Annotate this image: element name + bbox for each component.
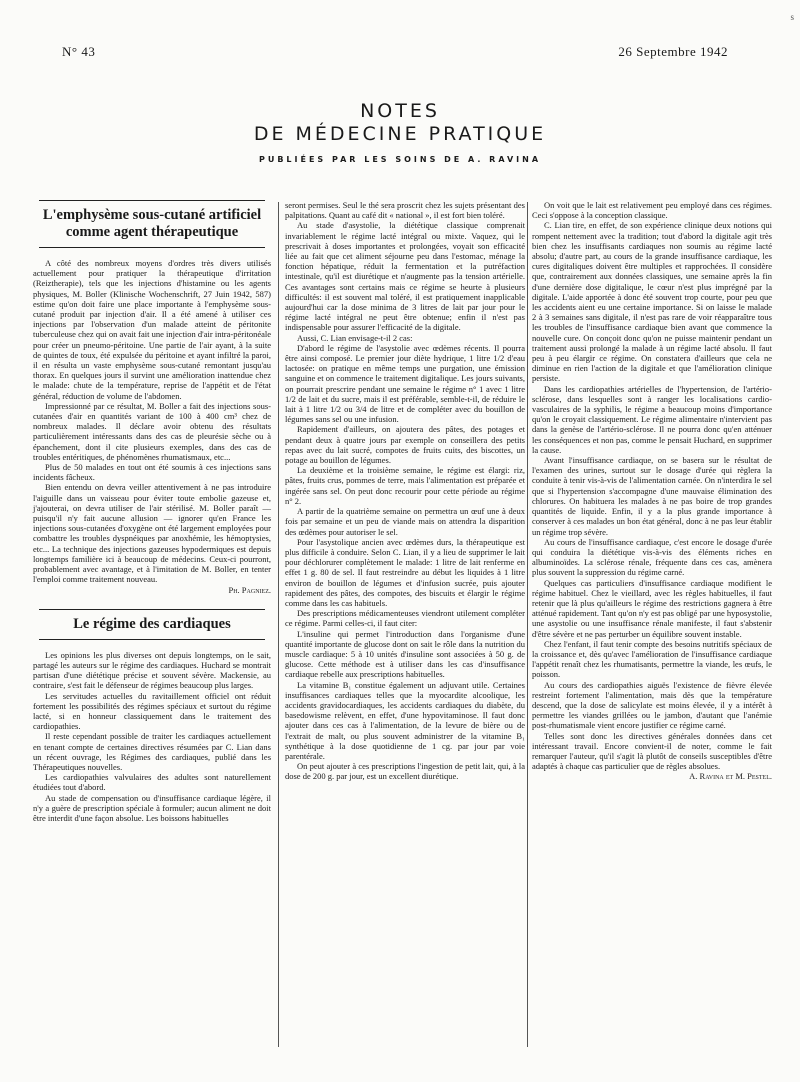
column-3: [532, 200, 772, 782]
paragraph: Bien entendu on devra veiller attentivement à ne pas introduire l'aiguille dans un vaisseau pour éviter toute embolie gazeuse et, j'ajouterai, on devra utiliser de l'air stérilisé. M. Boller paraît — puisqu'il n'y fait aucune allusion — ignorer qu'en France les injections sous-cutanées d'oxygène ont été largement employées pour combattre les troubles dyspnéiques par anoxhémie, les hémoptysies, etc... La technique des injections gazeuses hypodermiques est depuis longtemps familière ici à beaucoup de médecins. Ceux-ci pourront, probablement avec avantage, et à l'imitation de M. Boller, en tenter l'emploi comme traitement nouveau.: [33, 482, 271, 585]
paragraph: Dans les cardiopathies artérielles de l'hypertension, de l'artério-sclérose, dans lesquelles sont à ranger les localisations cardio-vasculaires de la syphilis, le régime a beaucoup moins d'importance qu'on le croyait classiquement. Le régime alimentaire n'intervient pas dans la genèse de l'artério-sclérose. Il ne pourra donc qu'en atténuer les conséquences et non pas, comme le pensait Huchard, en supprimer la cause.: [532, 383, 772, 455]
page-header: [62, 44, 728, 62]
paragraph: La vitamine B₁ constitue également un adjuvant utile. Certaines insuffisances cardiaques telles que la myocardite alcoolique, les accidents gravidocardiaques, les accidents cardiaques du diabète, du basedowisme relèvent, en effet, d'une hypovitaminose. Il faut donc ajouter dans ces cas à l'alimentation, de la levure de bière ou de l'extrait de malt, ou plus souvent administrer de la vitamine B₁ synthétique à la dose quotidienne de 1 cg. par jour par voie parentérale.: [285, 679, 525, 761]
paragraph: seront permises. Seul le thé sera proscrit chez les sujets présentant des palpitations. Quant au café dit « national », il est fort bien toléré.: [285, 200, 525, 221]
masthead: [0, 100, 800, 164]
paragraph: A côté des nombreux moyens d'ordres très divers utilisés actuellement pour pratiquer la thérapeutique d'irritation (Reiztherapie), tels que les injections d'histamine ou les agents physiques, M. Boller (Klinische Wochenschrift, 27 Juin 1942, 587) estime qu'on doit faire une place importante à l'emphysème sous-cutané produit par injection d'air. Il a été amené à utiliser ces injections par l'observation d'un malade atteint de péritonite tuberculeuse chez qui on avait fait une injection d'air intra-péritonéale pour créer un pneumo-péritoine. Une partie de l'air ayant, à la suite de quintes de toux, été expulsée du péritoine et ayant infiltré la paroi, il en résulta un vaste emphysème sous-cutané remontant jusqu'au thorax. En quelques jours il survint une amélioration inattendue chez le malade: chute de la température, reprise de l'appétit et de l'état général, réduction de volume de l'abdomen.: [33, 258, 271, 401]
paragraph: Rapidement d'ailleurs, on ajoutera des pâtes, des potages et pendant deux à quatre jours par exemple on conseillera des petits repas avec du lait sucré, compotes de fruits cuits, des biscottes, un potage au bouillon de légumes.: [285, 424, 525, 466]
signature: A. Ravina et M. Pestel.: [689, 771, 772, 782]
corner-mark: s: [790, 12, 794, 22]
paragraph: Des prescriptions médicamenteuses viendront utilement compléter ce régime. Parmi celles-ci, il faut citer:: [285, 608, 525, 629]
paragraph: D'abord le régime de l'asystolie avec œdèmes récents. Il pourra être ainsi composé. Le premier jour diète hydrique, 1 litre 1/2 d'eau lactosée: on pratique en même temps une purgation, une émission sanguine et on commence le traitement digitalique. Les jours suivants, on pourrait prescrire pendant une semaine le régime n° 1 avec 1 litre 1/2 de lait et du sucre, mais il est préférable, semble-t-il, de réduire le lait à 1 litre 1/2 ou 3/4 de litre et de compléter avec du bouillon de légumes sans sel ou une infusion.: [285, 342, 525, 425]
title-rule: [39, 200, 265, 201]
paragraph: C. Lian tire, en effet, de son expérience clinique deux notions qui rompent nettement avec la tradition; tout d'abord la digitale agit très bien chez les insuffisants cardiaques non soumis au régime lacté absolu; d'autre part, au cours de la grande insuffisance cardiaque, les cures digitaliques doivent être multiples et rapprochées. Il considère que, contrairement aux données classiques, une semaine après la fin d'une dernière dose digitalique, le cœur n'est plus imprégné par la digitale. L'aide apportée à donc été souvent trop courte, pour peu que les accidents aient eu une certaine importance. Si on laisse le malade 2 à 3 semaines sans digitale, il n'est pas rare de voir réapparaître tous les troubles de l'insuffisance cardiaque bien avant que commence la nouvelle cure. On conçoit donc qu'on ne puisse maintenir pendant un traitement aussi prolongé la malade à un régime lacté absolu. Il faut peu à peu élargir ce régime. On constatera d'ailleurs que cela ne diminue en rien l'action de la digitale et que l'amélioration clinique persiste.: [532, 220, 772, 384]
title-rule: [39, 609, 265, 610]
paragraph: Il reste cependant possible de traiter les cardiaques actuellement en tenant compte de certaines directives résumées par C. Lian dans un récent ouvrage, les Régimes des cardiaques, publié dans les Thérapeutiques nouvelles.: [33, 731, 271, 772]
article-title: comme agent thérapeutique: [65, 224, 239, 240]
paragraph: Au cours de l'insuffisance cardiaque, c'est encore le dosage d'urée qui conduira la diététique vis-à-vis des éléments riches en albuminoïdes. La sclérose rénale, fréquente dans ces cas, amènera plus souvent la suppression du régime carné.: [532, 536, 772, 578]
paragraph: On voit que le lait est relativement peu employé dans ces régimes. Ceci s'oppose à la conception classique.: [532, 200, 772, 221]
paragraph: Au stade d'asystolie, la diététique classique comprenait invariablement le régime lacté intégral ou mixte. Vaquez, qui le prescrivait à doses importantes et prolongées, voyait son efficacité liée au fait que cet aliment séjourne peu dans l'estomac, ménage la fonction hépatique, réduit la fermentation et la putréfaction intestinale, qu'il est diurétique et n'augmente pas la tension artérielle. Ces avantages sont certains mais ce régime se heurte à plusieurs difficultés: il est souvent mal toléré, il est pratiquement inapplicable aujourd'hui car la dose minima de 3 litres de lait par jour pour le régime lacté intégral ne peut être obtenue; enfin il n'est pas indispensable pour assurer l'efficacité de la digitale.: [285, 220, 525, 333]
paragraph: On peut ajouter à ces prescriptions l'ingestion de petit lait, qui, à la dose de 200 g. par jour, est un excellent diurétique.: [285, 761, 525, 782]
paragraph: Telles sont donc les directives générales données dans cet intéressant travail. Encore convient-il de noter, comme le fait remarquer l'auteur, qu'il s'agit là plutôt de conseils susceptibles d'être adaptés à chaque cas particulier que de règles absolues.: [532, 730, 772, 772]
masthead-title-line1: NOTES: [360, 100, 440, 122]
issue-number: N° 43: [62, 44, 96, 59]
paragraph: Quelques cas particuliers d'insuffisance cardiaque modifient le régime habituel. Chez le vieillard, avec les règles habituelles, il faut retenir que là plus qu'ailleurs le régime des restrictions gagnera à être atténué rapidement. Tant qu'on n'y est pas obligé par une hyposystolie, une asystolie ou une insuffisance rénale manifeste, il faut s'abstenir d'être sévère et ne pas perturber un équilibre souvent instable.: [532, 577, 772, 639]
masthead-subtitle: PUBLIÉES PAR LES SOINS DE A. RAVINA: [258, 155, 542, 164]
title-rule: [39, 639, 265, 640]
column-divider: [278, 202, 279, 1047]
article-title: Le régime des cardiaques: [73, 615, 231, 632]
paragraph: Les opinions les plus diverses ont depuis longtemps, on le sait, partagé les auteurs sur le régime des cardiaques. Huchard se montrait partisan d'une diététique précise et souvent sévère. Mackensie, au contraire, s'est fait le défenseur de régimes beaucoup plus larges.: [33, 649, 271, 691]
paragraph: Chez l'enfant, il faut tenir compte des besoins nutritifs spéciaux de la croissance et, dès qu'avec l'amélioration de l'insuffisance cardiaque l'appétit renaît chez les rhumatisants, permettre la viande, les œufs, le poisson.: [532, 638, 772, 680]
title-rule: [39, 247, 265, 248]
paragraph: Impressionné par ce résultat, M. Boller a fait des injections sous-cutanées d'air en quantités variant de 100 à 400 cm³ chez de nombreux malades. Il déclare avoir obtenu des résultats particulièrement intéressants dans des cas de pleurésie sèche ou à épanchement, dont il cite plusieurs exemples, dans des cas de troubles entéritiques, de phénomènes rhumatismaux, etc...: [33, 400, 271, 462]
paragraph: A partir de la quatrième semaine on permettra un œuf une à deux fois par semaine et un peu de viande mais on attendra la disparition des œdèmes pour autoriser le sel.: [285, 506, 525, 537]
paragraph: Plus de 50 malades en tout ont été soumis à ces injections sans incidents fâcheux.: [33, 462, 271, 483]
column-divider: [527, 202, 528, 1047]
paragraph: La deuxième et la troisième semaine, le régime est élargi: riz, pâtes, fruits crus, pommes de terre, mais l'alimentation est préparée et ingérée sans sel. On peut donc recourir pour cette période au régime n° 2.: [285, 465, 525, 506]
paragraph: L'insuline qui permet l'introduction dans l'organisme d'une quantité importante de glucose dont on sait le rôle dans la nutrition du muscle cardiaque: 5 à 10 unités d'insuline sont associées à 50 g. de glucose. Cette méthode est à utiliser dans les cas d'insuffisance cardiaque rebelle aux prescriptions habituelles.: [285, 628, 525, 680]
column-1: [33, 200, 271, 823]
paragraph: Pour l'asystolique ancien avec œdèmes durs, la thérapeutique est plus difficile à conduire. Selon C. Lian, il y a lieu de supprimer le lait pour déchlorurer complètement le malade: 1 litre de lait renferme en effet 1 g. 80 de sel. Il faut restreindre au début les liquides à 1 litre environ de bouillon de légumes et d'infusion sucrée, puis ajouter rapidement des pâtes, des compotes, des biscuits et élargir le régime comme dans les cas habituels.: [285, 536, 525, 608]
article-title: L'emphysème sous-cutané artificiel: [42, 207, 262, 223]
paragraph: Au cours des cardiopathies aiguës l'existence de fièvre élevée restreint fortement l'alimentation, mais dès que la température descend, que la dose de salicylate est moins élevée, il y a intérêt à permettre les viandes grillées ou le jambon, d'autant que l'anémie post-rhumatismale vient encore justifier ce régime carné.: [532, 679, 772, 731]
signature: Ph. Pagniez.: [228, 584, 271, 595]
paragraph: Avant l'insuffisance cardiaque, on se basera sur le résultat de l'examen des urines, surtout sur le dosage d'urée qui règlera la conduite à tenir vis-à-vis de l'alimentation carnée. On n'interdira le sel que si l'hypertension s'accompagne d'une mauvaise élimination des chlorures. On habituera les malades à ne pas boire de trop grandes quantités de liquide. Enfin, il y a la plus grande importance à conserver à ces malades un bon état général, donc à ne pas leur établir un régime trop sévère.: [532, 455, 772, 537]
paragraph: Les cardiopathies valvulaires des adultes sont naturellement étudiées tout d'abord.: [33, 772, 271, 793]
column-2: [285, 200, 525, 782]
paragraph: Aussi, C. Lian envisage-t-il 2 cas:: [297, 332, 413, 343]
masthead-title-line2: DE MÉDECINE PRATIQUE: [253, 123, 547, 145]
paragraph: Les servitudes actuelles du ravitaillement officiel ont réduit fortement les possibilités des régimes spéciaux et surtout du régime lacté, si en honneur classiquement dans le traitement des cardiopathies.: [33, 690, 271, 732]
issue-date: 26 Septembre 1942: [618, 44, 728, 59]
paragraph: Au stade de compensation ou d'insuffisance cardiaque légère, il n'y a guère de prescription spéciale à formuler; aucun aliment ne doit être interdit d'une façon absolue. Les boissons habituelles: [33, 792, 271, 823]
